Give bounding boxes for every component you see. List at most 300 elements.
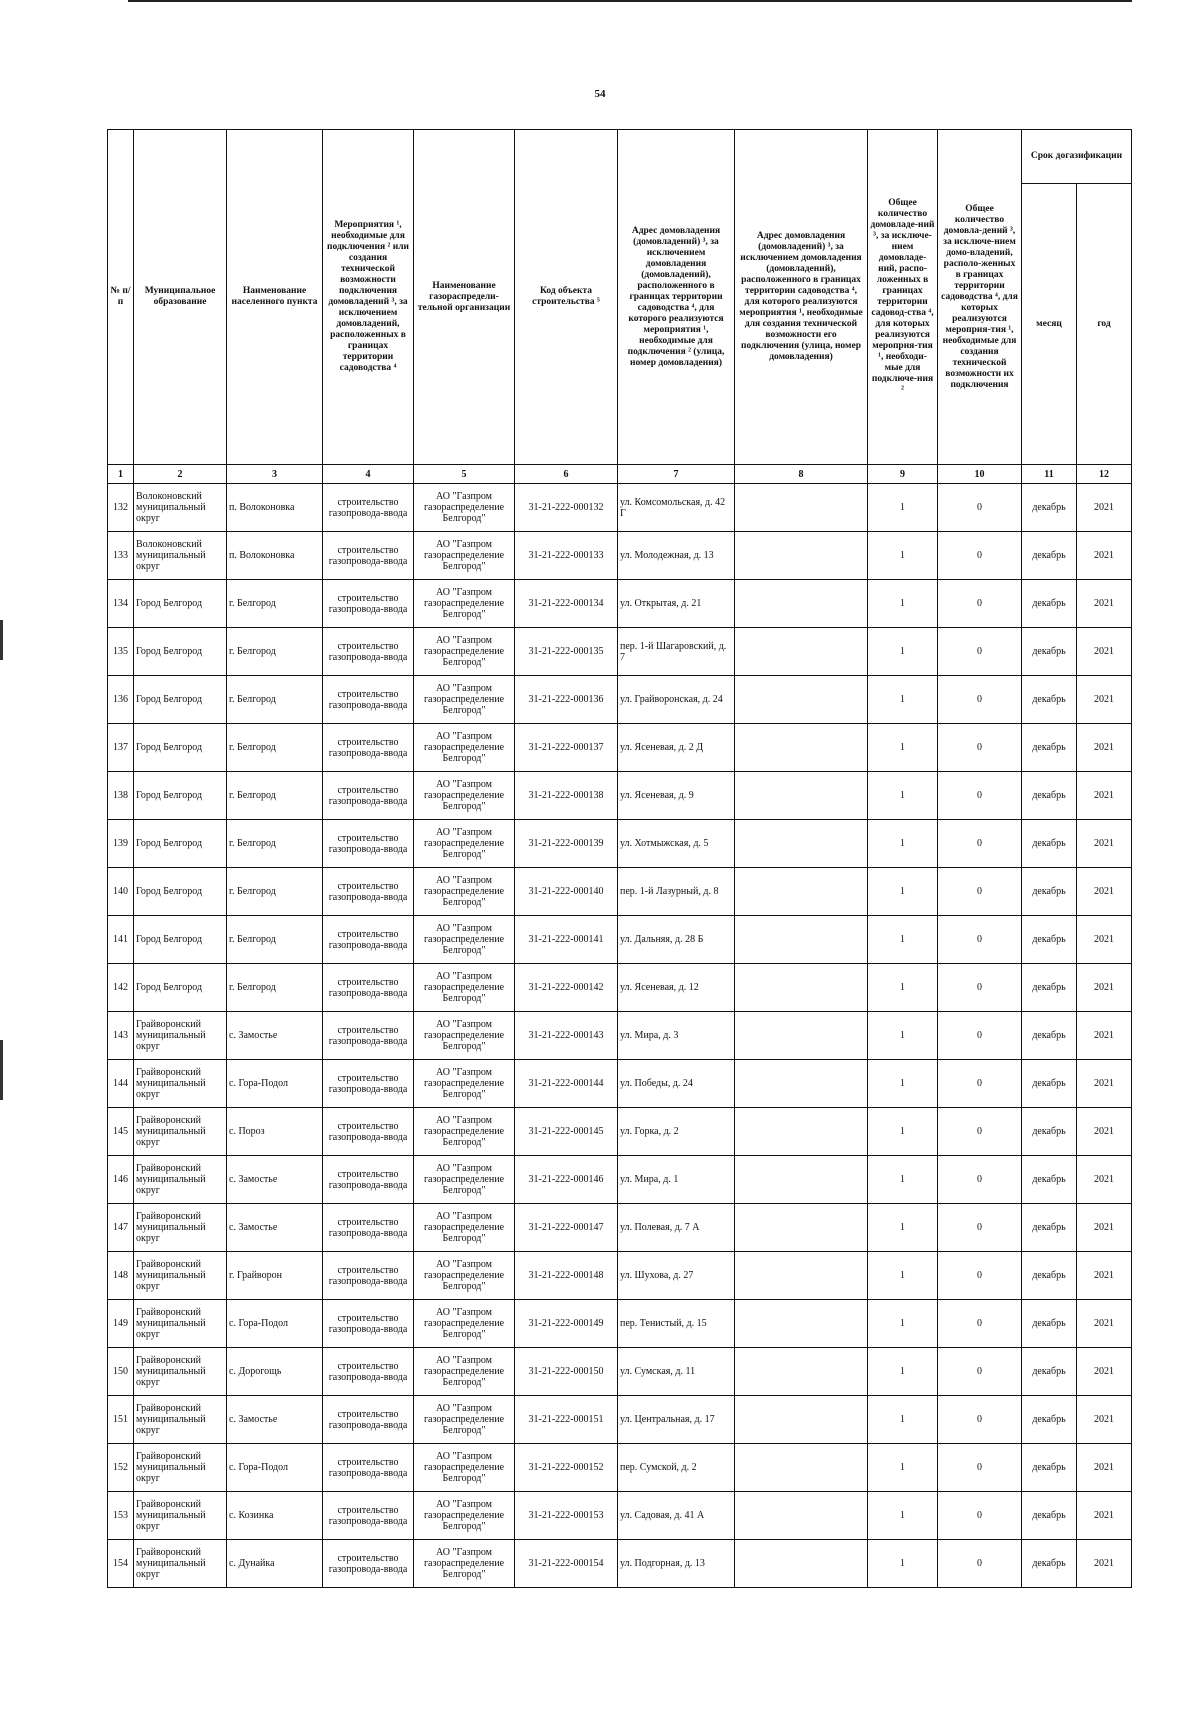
locality-cell: г. Белгород [227,964,323,1012]
top-rule [128,0,1132,2]
column-number: 8 [735,465,868,484]
municipality-cell: Грайворонский муниципальный округ [134,1060,227,1108]
header-year: год [1077,184,1132,465]
object-code-cell: 31-21-222-000151 [515,1396,618,1444]
object-code-cell: 31-21-222-000138 [515,772,618,820]
month-cell: декабрь [1022,724,1077,772]
year-cell: 2021 [1077,1396,1132,1444]
total-connection-cell: 1 [868,916,938,964]
month-cell: декабрь [1022,676,1077,724]
table-row [108,1300,1132,1348]
address-connection-cell: ул. Сумская, д. 11 [618,1348,735,1396]
municipality-cell: Город Белгород [134,820,227,868]
total-connection-cell: 1 [868,1204,938,1252]
total-connection-cell: 1 [868,1156,938,1204]
organization-cell: АО "Газпром газораспределение Белгород" [414,1492,515,1540]
total-connection-cell: 1 [868,1012,938,1060]
year-cell: 2021 [1077,1492,1132,1540]
locality-cell: г. Белгород [227,580,323,628]
header-locality: Наименование населенного пункта [227,130,323,465]
organization-cell: АО "Газпром газораспределение Белгород" [414,1444,515,1492]
row-number: 140 [108,868,134,916]
year-cell: 2021 [1077,1444,1132,1492]
header-object-code: Код объекта строительства ⁵ [515,130,618,465]
column-number: 7 [618,465,735,484]
object-code-cell: 31-21-222-000133 [515,532,618,580]
municipality-cell: Город Белгород [134,916,227,964]
event-cell: строительство газопровода-ввода [323,772,414,820]
row-number: 150 [108,1348,134,1396]
total-connection-cell: 1 [868,820,938,868]
address-connection-cell: ул. Открытая, д. 21 [618,580,735,628]
organization-cell: АО "Газпром газораспределение Белгород" [414,1300,515,1348]
address-connection-cell: ул. Мира, д. 1 [618,1156,735,1204]
total-capability-cell: 0 [938,916,1022,964]
locality-cell: с. Замостье [227,1156,323,1204]
municipality-cell: Грайворонский муниципальный округ [134,1444,227,1492]
row-number: 148 [108,1252,134,1300]
address-capability-cell [735,484,868,532]
year-cell: 2021 [1077,1012,1132,1060]
total-connection-cell: 1 [868,676,938,724]
object-code-cell: 31-21-222-000147 [515,1204,618,1252]
page-number: 54 [594,88,606,100]
table-row [108,1108,1132,1156]
event-cell: строительство газопровода-ввода [323,1444,414,1492]
year-cell: 2021 [1077,964,1132,1012]
address-capability-cell [735,580,868,628]
total-connection-cell: 1 [868,772,938,820]
address-connection-cell: ул. Победы, д. 24 [618,1060,735,1108]
column-number: 2 [134,465,227,484]
object-code-cell: 31-21-222-000146 [515,1156,618,1204]
locality-cell: с. Дорогощь [227,1348,323,1396]
address-capability-cell [735,1060,868,1108]
locality-cell: с. Гора-Подол [227,1300,323,1348]
total-capability-cell: 0 [938,772,1022,820]
event-cell: строительство газопровода-ввода [323,1348,414,1396]
row-number: 152 [108,1444,134,1492]
header-num: № п/п [108,130,134,465]
year-cell: 2021 [1077,1252,1132,1300]
address-capability-cell [735,1156,868,1204]
month-cell: декабрь [1022,484,1077,532]
locality-cell: г. Белгород [227,676,323,724]
total-capability-cell: 0 [938,1300,1022,1348]
table-row [108,1396,1132,1444]
organization-cell: АО "Газпром газораспределение Белгород" [414,1204,515,1252]
locality-cell: с. Пороз [227,1108,323,1156]
month-cell: декабрь [1022,1156,1077,1204]
column-number: 9 [868,465,938,484]
row-number: 141 [108,916,134,964]
object-code-cell: 31-21-222-000139 [515,820,618,868]
organization-cell: АО "Газпром газораспределение Белгород" [414,1060,515,1108]
row-number: 135 [108,628,134,676]
table-row [108,1012,1132,1060]
municipality-cell: Грайворонский муниципальный округ [134,1012,227,1060]
event-cell: строительство газопровода-ввода [323,1540,414,1588]
address-connection-cell: ул. Ясеневая, д. 12 [618,964,735,1012]
year-cell: 2021 [1077,1156,1132,1204]
header-total-capability: Общее количество домовла-дений ³, за исключе-нием домо-владений, располо-женных в границах территории садоводства ⁴, для которых реализуются мероприя-тия ¹, необходимые для создания технической возможности их подключения [938,130,1022,465]
organization-cell: АО "Газпром газораспределение Белгород" [414,868,515,916]
address-connection-cell: ул. Центральная, д. 17 [618,1396,735,1444]
municipality-cell: Волоконовский муниципальный округ [134,532,227,580]
organization-cell: АО "Газпром газораспределение Белгород" [414,628,515,676]
row-number: 143 [108,1012,134,1060]
table-row [108,820,1132,868]
organization-cell: АО "Газпром газораспределение Белгород" [414,1108,515,1156]
address-connection-cell: ул. Мира, д. 3 [618,1012,735,1060]
year-cell: 2021 [1077,868,1132,916]
table-row [108,532,1132,580]
address-connection-cell: пер. 1-й Лазурный, д. 8 [618,868,735,916]
total-capability-cell: 0 [938,484,1022,532]
total-capability-cell: 0 [938,628,1022,676]
municipality-cell: Грайворонский муниципальный округ [134,1492,227,1540]
month-cell: декабрь [1022,1348,1077,1396]
total-capability-cell: 0 [938,1396,1022,1444]
address-connection-cell: пер. Тенистый, д. 15 [618,1300,735,1348]
municipality-cell: Город Белгород [134,580,227,628]
address-connection-cell: пер. Сумской, д. 2 [618,1444,735,1492]
object-code-cell: 31-21-222-000135 [515,628,618,676]
object-code-cell: 31-21-222-000140 [515,868,618,916]
table-row [108,676,1132,724]
event-cell: строительство газопровода-ввода [323,724,414,772]
month-cell: декабрь [1022,772,1077,820]
table-row [108,580,1132,628]
organization-cell: АО "Газпром газораспределение Белгород" [414,532,515,580]
total-connection-cell: 1 [868,1348,938,1396]
address-connection-cell: ул. Ясеневая, д. 9 [618,772,735,820]
municipality-cell: Город Белгород [134,964,227,1012]
year-cell: 2021 [1077,1300,1132,1348]
month-cell: декабрь [1022,1540,1077,1588]
event-cell: строительство газопровода-ввода [323,1492,414,1540]
object-code-cell: 31-21-222-000154 [515,1540,618,1588]
address-connection-cell: ул. Молодежная, д. 13 [618,532,735,580]
organization-cell: АО "Газпром газораспределение Белгород" [414,484,515,532]
header-deadline: Срок догазификации [1022,130,1132,184]
event-cell: строительство газопровода-ввода [323,1108,414,1156]
total-capability-cell: 0 [938,964,1022,1012]
object-code-cell: 31-21-222-000137 [515,724,618,772]
address-capability-cell [735,1012,868,1060]
table-row [108,1444,1132,1492]
locality-cell: г. Белгород [227,772,323,820]
year-cell: 2021 [1077,1540,1132,1588]
object-code-cell: 31-21-222-000149 [515,1300,618,1348]
header-total-connection: Общее количество домовладе-ний ³, за исключе-нием домовладе-ний, распо-ложенных в границах территории садовод-ства ⁴, для которых реализуются меропрня-тия ¹, необходи-мые для подключе-ния ² [868,130,938,465]
address-capability-cell [735,1348,868,1396]
total-connection-cell: 1 [868,1108,938,1156]
event-cell: строительство газопровода-ввода [323,1300,414,1348]
column-number: 3 [227,465,323,484]
organization-cell: АО "Газпром газораспределение Белгород" [414,1348,515,1396]
object-code-cell: 31-21-222-000148 [515,1252,618,1300]
month-cell: декабрь [1022,1060,1077,1108]
total-connection-cell: 1 [868,868,938,916]
locality-cell: с. Замостье [227,1012,323,1060]
address-capability-cell [735,1540,868,1588]
total-capability-cell: 0 [938,1252,1022,1300]
event-cell: строительство газопровода-ввода [323,916,414,964]
row-number: 138 [108,772,134,820]
address-capability-cell [735,1444,868,1492]
event-cell: строительство газопровода-ввода [323,820,414,868]
table-row [108,628,1132,676]
year-cell: 2021 [1077,532,1132,580]
total-connection-cell: 1 [868,724,938,772]
year-cell: 2021 [1077,628,1132,676]
total-capability-cell: 0 [938,676,1022,724]
event-cell: строительство газопровода-ввода [323,964,414,1012]
event-cell: строительство газопровода-ввода [323,1012,414,1060]
total-connection-cell: 1 [868,1300,938,1348]
header-address-capability: Адрес домовладения (домовладений) ³, за исключением домовладения (домовладений), расположенного в границах территории садоводства ⁴, для которого реализуются мероприятия ¹, необходимые для создания технической возможности его подключения (улица, номер домовладения) [735,130,868,465]
organization-cell: АО "Газпром газораспределение Белгород" [414,1252,515,1300]
organization-cell: АО "Газпром газораспределение Белгород" [414,1012,515,1060]
organization-cell: АО "Газпром газораспределение Белгород" [414,772,515,820]
month-cell: декабрь [1022,1204,1077,1252]
address-connection-cell: ул. Горка, д. 2 [618,1108,735,1156]
object-code-cell: 31-21-222-000136 [515,676,618,724]
total-capability-cell: 0 [938,1108,1022,1156]
month-cell: декабрь [1022,1396,1077,1444]
column-number: 12 [1077,465,1132,484]
table-row [108,1060,1132,1108]
municipality-cell: Грайворонский муниципальный округ [134,1252,227,1300]
municipality-cell: Грайворонский муниципальный округ [134,1204,227,1252]
total-connection-cell: 1 [868,1492,938,1540]
header-events: Мероприятия ¹, необходимые для подключения ² или создания технической возможности подключения домовладений ³, за исключением домовладений, расположенных в границах территории садоводства ⁴ [323,130,414,465]
address-connection-cell: ул. Грайворонская, д. 24 [618,676,735,724]
total-connection-cell: 1 [868,484,938,532]
address-connection-cell: ул. Дальняя, д. 28 Б [618,916,735,964]
year-cell: 2021 [1077,724,1132,772]
address-capability-cell [735,964,868,1012]
locality-cell: с. Гора-Подол [227,1060,323,1108]
total-capability-cell: 0 [938,1012,1022,1060]
address-connection-cell: ул. Подгорная, д. 13 [618,1540,735,1588]
address-capability-cell [735,820,868,868]
table-row [108,1204,1132,1252]
address-connection-cell: ул. Хотмыжская, д. 5 [618,820,735,868]
municipality-cell: Грайворонский муниципальный округ [134,1540,227,1588]
header-address-connection: Адрес домовладения (домовладений) ³, за исключением домовладения (домовладений), расположенного в границах территории садоводства ⁴, для которого реализуются мероприятия ¹, необходимые для подключения ² (улица, номер домовладения) [618,130,735,465]
scan-edge-mark [0,620,3,660]
total-connection-cell: 1 [868,1252,938,1300]
row-number: 147 [108,1204,134,1252]
object-code-cell: 31-21-222-000150 [515,1348,618,1396]
month-cell: декабрь [1022,1012,1077,1060]
table-row [108,1492,1132,1540]
address-capability-cell [735,916,868,964]
column-numbers-row [108,465,1132,484]
object-code-cell: 31-21-222-000145 [515,1108,618,1156]
event-cell: строительство газопровода-ввода [323,1204,414,1252]
month-cell: декабрь [1022,964,1077,1012]
locality-cell: г. Белгород [227,724,323,772]
municipality-cell: Город Белгород [134,628,227,676]
header-organization: Наименование газораспредели-тельной организации [414,130,515,465]
address-capability-cell [735,532,868,580]
month-cell: декабрь [1022,1300,1077,1348]
row-number: 136 [108,676,134,724]
event-cell: строительство газопровода-ввода [323,1252,414,1300]
total-connection-cell: 1 [868,1444,938,1492]
address-capability-cell [735,1396,868,1444]
object-code-cell: 31-21-222-000132 [515,484,618,532]
organization-cell: АО "Газпром газораспределение Белгород" [414,724,515,772]
year-cell: 2021 [1077,1348,1132,1396]
address-connection-cell: ул. Комсомольская, д. 42 Г [618,484,735,532]
total-connection-cell: 1 [868,1396,938,1444]
total-capability-cell: 0 [938,1156,1022,1204]
total-connection-cell: 1 [868,580,938,628]
year-cell: 2021 [1077,1060,1132,1108]
table-row [108,1348,1132,1396]
organization-cell: АО "Газпром газораспределение Белгород" [414,676,515,724]
municipality-cell: Грайворонский муниципальный округ [134,1108,227,1156]
locality-cell: г. Белгород [227,916,323,964]
object-code-cell: 31-21-222-000152 [515,1444,618,1492]
row-number: 134 [108,580,134,628]
total-connection-cell: 1 [868,628,938,676]
address-connection-cell: ул. Садовая, д. 41 А [618,1492,735,1540]
locality-cell: г. Белгород [227,628,323,676]
month-cell: декабрь [1022,868,1077,916]
municipality-cell: Грайворонский муниципальный округ [134,1156,227,1204]
total-connection-cell: 1 [868,1060,938,1108]
locality-cell: г. Грайворон [227,1252,323,1300]
year-cell: 2021 [1077,916,1132,964]
event-cell: строительство газопровода-ввода [323,628,414,676]
locality-cell: п. Волоконовка [227,484,323,532]
month-cell: декабрь [1022,916,1077,964]
organization-cell: АО "Газпром газораспределение Белгород" [414,820,515,868]
object-code-cell: 31-21-222-000144 [515,1060,618,1108]
header-month: месяц [1022,184,1077,465]
total-connection-cell: 1 [868,964,938,1012]
table-row [108,868,1132,916]
locality-cell: с. Дунайка [227,1540,323,1588]
total-capability-cell: 0 [938,1444,1022,1492]
table-row [108,484,1132,532]
organization-cell: АО "Газпром газораспределение Белгород" [414,1156,515,1204]
organization-cell: АО "Газпром газораспределение Белгород" [414,964,515,1012]
total-capability-cell: 0 [938,1204,1022,1252]
locality-cell: г. Белгород [227,820,323,868]
year-cell: 2021 [1077,676,1132,724]
address-capability-cell [735,868,868,916]
row-number: 151 [108,1396,134,1444]
month-cell: декабрь [1022,1252,1077,1300]
municipality-cell: Грайворонский муниципальный округ [134,1396,227,1444]
event-cell: строительство газопровода-ввода [323,532,414,580]
address-capability-cell [735,1300,868,1348]
table-row [108,1156,1132,1204]
total-capability-cell: 0 [938,868,1022,916]
municipality-cell: Город Белгород [134,724,227,772]
municipality-cell: Грайворонский муниципальный округ [134,1348,227,1396]
address-connection-cell: ул. Ясеневая, д. 2 Д [618,724,735,772]
row-number: 153 [108,1492,134,1540]
event-cell: строительство газопровода-ввода [323,1156,414,1204]
total-capability-cell: 0 [938,580,1022,628]
event-cell: строительство газопровода-ввода [323,1396,414,1444]
total-capability-cell: 0 [938,1060,1022,1108]
event-cell: строительство газопровода-ввода [323,676,414,724]
municipality-cell: Город Белгород [134,772,227,820]
organization-cell: АО "Газпром газораспределение Белгород" [414,580,515,628]
event-cell: строительство газопровода-ввода [323,1060,414,1108]
row-number: 132 [108,484,134,532]
event-cell: строительство газопровода-ввода [323,484,414,532]
locality-cell: с. Замостье [227,1396,323,1444]
event-cell: строительство газопровода-ввода [323,580,414,628]
month-cell: декабрь [1022,1108,1077,1156]
row-number: 139 [108,820,134,868]
address-capability-cell [735,772,868,820]
column-number: 6 [515,465,618,484]
total-capability-cell: 0 [938,820,1022,868]
municipality-cell: Город Белгород [134,676,227,724]
address-connection-cell: пер. 1-й Шагаровский, д. 7 [618,628,735,676]
column-number: 5 [414,465,515,484]
address-capability-cell [735,676,868,724]
column-number: 10 [938,465,1022,484]
locality-cell: г. Белгород [227,868,323,916]
total-capability-cell: 0 [938,1492,1022,1540]
address-capability-cell [735,1108,868,1156]
total-capability-cell: 0 [938,724,1022,772]
locality-cell: с. Гора-Подол [227,1444,323,1492]
row-number: 146 [108,1156,134,1204]
month-cell: декабрь [1022,820,1077,868]
row-number: 149 [108,1300,134,1348]
object-code-cell: 31-21-222-000143 [515,1012,618,1060]
column-number: 4 [323,465,414,484]
locality-cell: с. Козинка [227,1492,323,1540]
year-cell: 2021 [1077,484,1132,532]
municipality-cell: Город Белгород [134,868,227,916]
year-cell: 2021 [1077,1108,1132,1156]
table-body [108,465,1132,1588]
row-number: 133 [108,532,134,580]
month-cell: декабрь [1022,580,1077,628]
year-cell: 2021 [1077,772,1132,820]
year-cell: 2021 [1077,820,1132,868]
total-capability-cell: 0 [938,1540,1022,1588]
gasification-table [107,129,1132,1588]
row-number: 144 [108,1060,134,1108]
month-cell: декабрь [1022,628,1077,676]
table-row [108,964,1132,1012]
row-number: 137 [108,724,134,772]
month-cell: декабрь [1022,532,1077,580]
address-capability-cell [735,1492,868,1540]
object-code-cell: 31-21-222-000141 [515,916,618,964]
row-number: 142 [108,964,134,1012]
total-capability-cell: 0 [938,532,1022,580]
organization-cell: АО "Газпром газораспределение Белгород" [414,916,515,964]
address-capability-cell [735,1252,868,1300]
column-number: 11 [1022,465,1077,484]
table-row [108,772,1132,820]
